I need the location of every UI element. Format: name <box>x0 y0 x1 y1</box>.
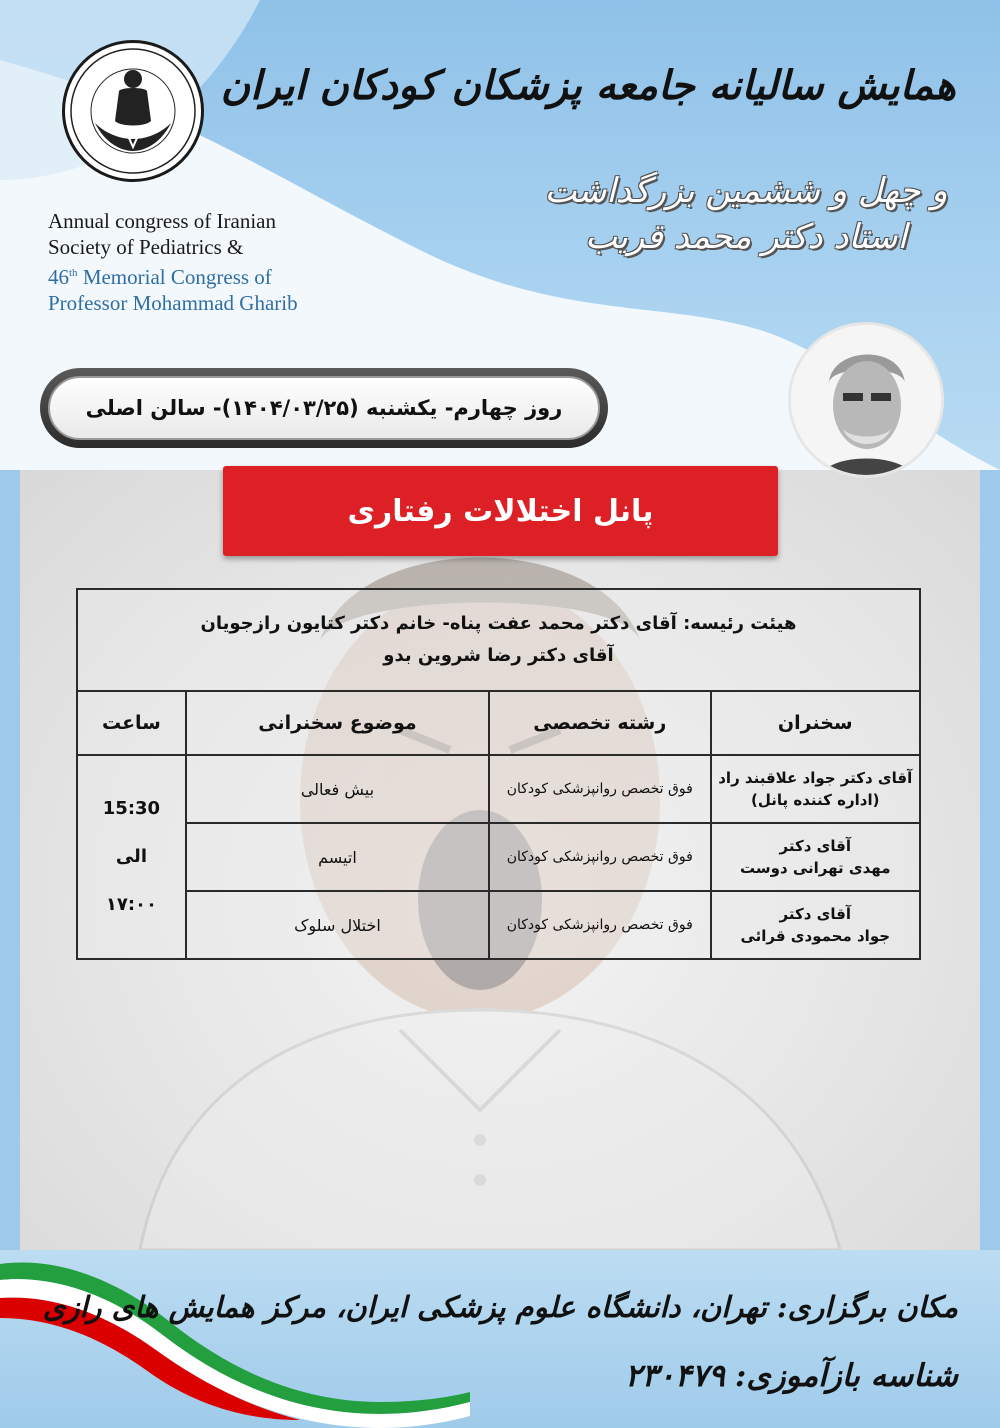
day-session-label <box>40 368 608 448</box>
header-row <box>77 691 920 755</box>
time-end: ۱۷:۰۰ <box>105 894 157 915</box>
society-logo <box>62 40 204 182</box>
cme-code <box>438 1358 958 1394</box>
portrait-icon <box>791 325 941 475</box>
society-logo-icon <box>65 43 201 179</box>
table-row <box>77 823 920 891</box>
speaker-title: آقای دکتر <box>779 837 851 855</box>
board-line-1: هیئت رئیسه: آقای دکتر محمد عفت پناه- خانم دکتر کتایون رازجویان <box>200 613 797 634</box>
persian-main-title: همایش سالیانه جامعه پزشکان کودکان ایران <box>220 62 956 109</box>
time-separator: الی <box>115 846 147 867</box>
speaker-title: آقای دکتر <box>779 905 851 923</box>
venue-text: مکان برگزاری: تهران، دانشگاه علوم پزشکی ایران، مرکز همایش های رازی <box>42 1290 958 1324</box>
panel-title-banner: پانل اختلالات رفتاری <box>223 466 778 556</box>
board-members-cell <box>77 589 920 691</box>
day-label-text: روز چهارم- یکشنبه (۱۴۰۴/۰۳/۲۵)- سالن اصلی <box>48 376 600 440</box>
speaker-name: جواد محمودی قرائی <box>740 927 891 945</box>
col-speaker-header: سخنران <box>711 691 921 755</box>
subtitle-line-1: و چهل و ششمین بزرگداشت <box>544 171 948 211</box>
speaker-name: آقای دکتر جواد علاقبند راد <box>718 769 913 787</box>
cme-code-value: ۲۳۰۴۷۹ <box>624 1358 725 1394</box>
topic-cell: اختلال سلوک <box>186 891 489 959</box>
speaker-role: (اداره کننده پانل) <box>751 791 880 809</box>
english-line-1: Annual congress of Iranian <box>48 209 277 233</box>
col-field-header: رشته تخصصی <box>489 691 710 755</box>
cme-code-label: شناسه بازآموزی: <box>734 1358 958 1394</box>
board-line-2: آقای دکتر رضا شروین بدو <box>383 645 614 666</box>
field-cell: فوق تخصص روانپزشکی کودکان <box>489 823 710 891</box>
time-start: 15:30 <box>102 798 161 819</box>
topic-cell: بیش فعالی <box>186 755 489 823</box>
speaker-cell <box>711 823 921 891</box>
english-congress-title <box>48 208 368 316</box>
field-cell: فوق تخصص روانپزشکی کودکان <box>489 891 710 959</box>
col-topic-header: موضوع سخنرانی <box>186 691 489 755</box>
english-line-3: 46th Memorial Congress of <box>48 265 272 289</box>
col-time-header: ساعت <box>77 691 186 755</box>
topic-cell: اتیسم <box>186 823 489 891</box>
persian-subtitle <box>536 168 956 260</box>
english-line-4: Professor Mohammad Gharib <box>48 291 298 315</box>
professor-portrait <box>788 322 944 478</box>
table-row <box>77 755 920 823</box>
board-row <box>77 589 920 691</box>
speaker-cell <box>711 891 921 959</box>
field-cell: فوق تخصص روانپزشکی کودکان <box>489 755 710 823</box>
iran-flag-ribbon-icon <box>0 1252 470 1428</box>
time-cell <box>77 755 186 959</box>
table-row <box>77 891 920 959</box>
speaker-name: مهدی تهرانی دوست <box>739 859 891 877</box>
program-table <box>76 588 921 960</box>
speaker-cell <box>711 755 921 823</box>
english-line-2: Society of Pediatrics & <box>48 235 244 259</box>
subtitle-line-2: استاد دکتر محمد قریب <box>585 217 907 257</box>
